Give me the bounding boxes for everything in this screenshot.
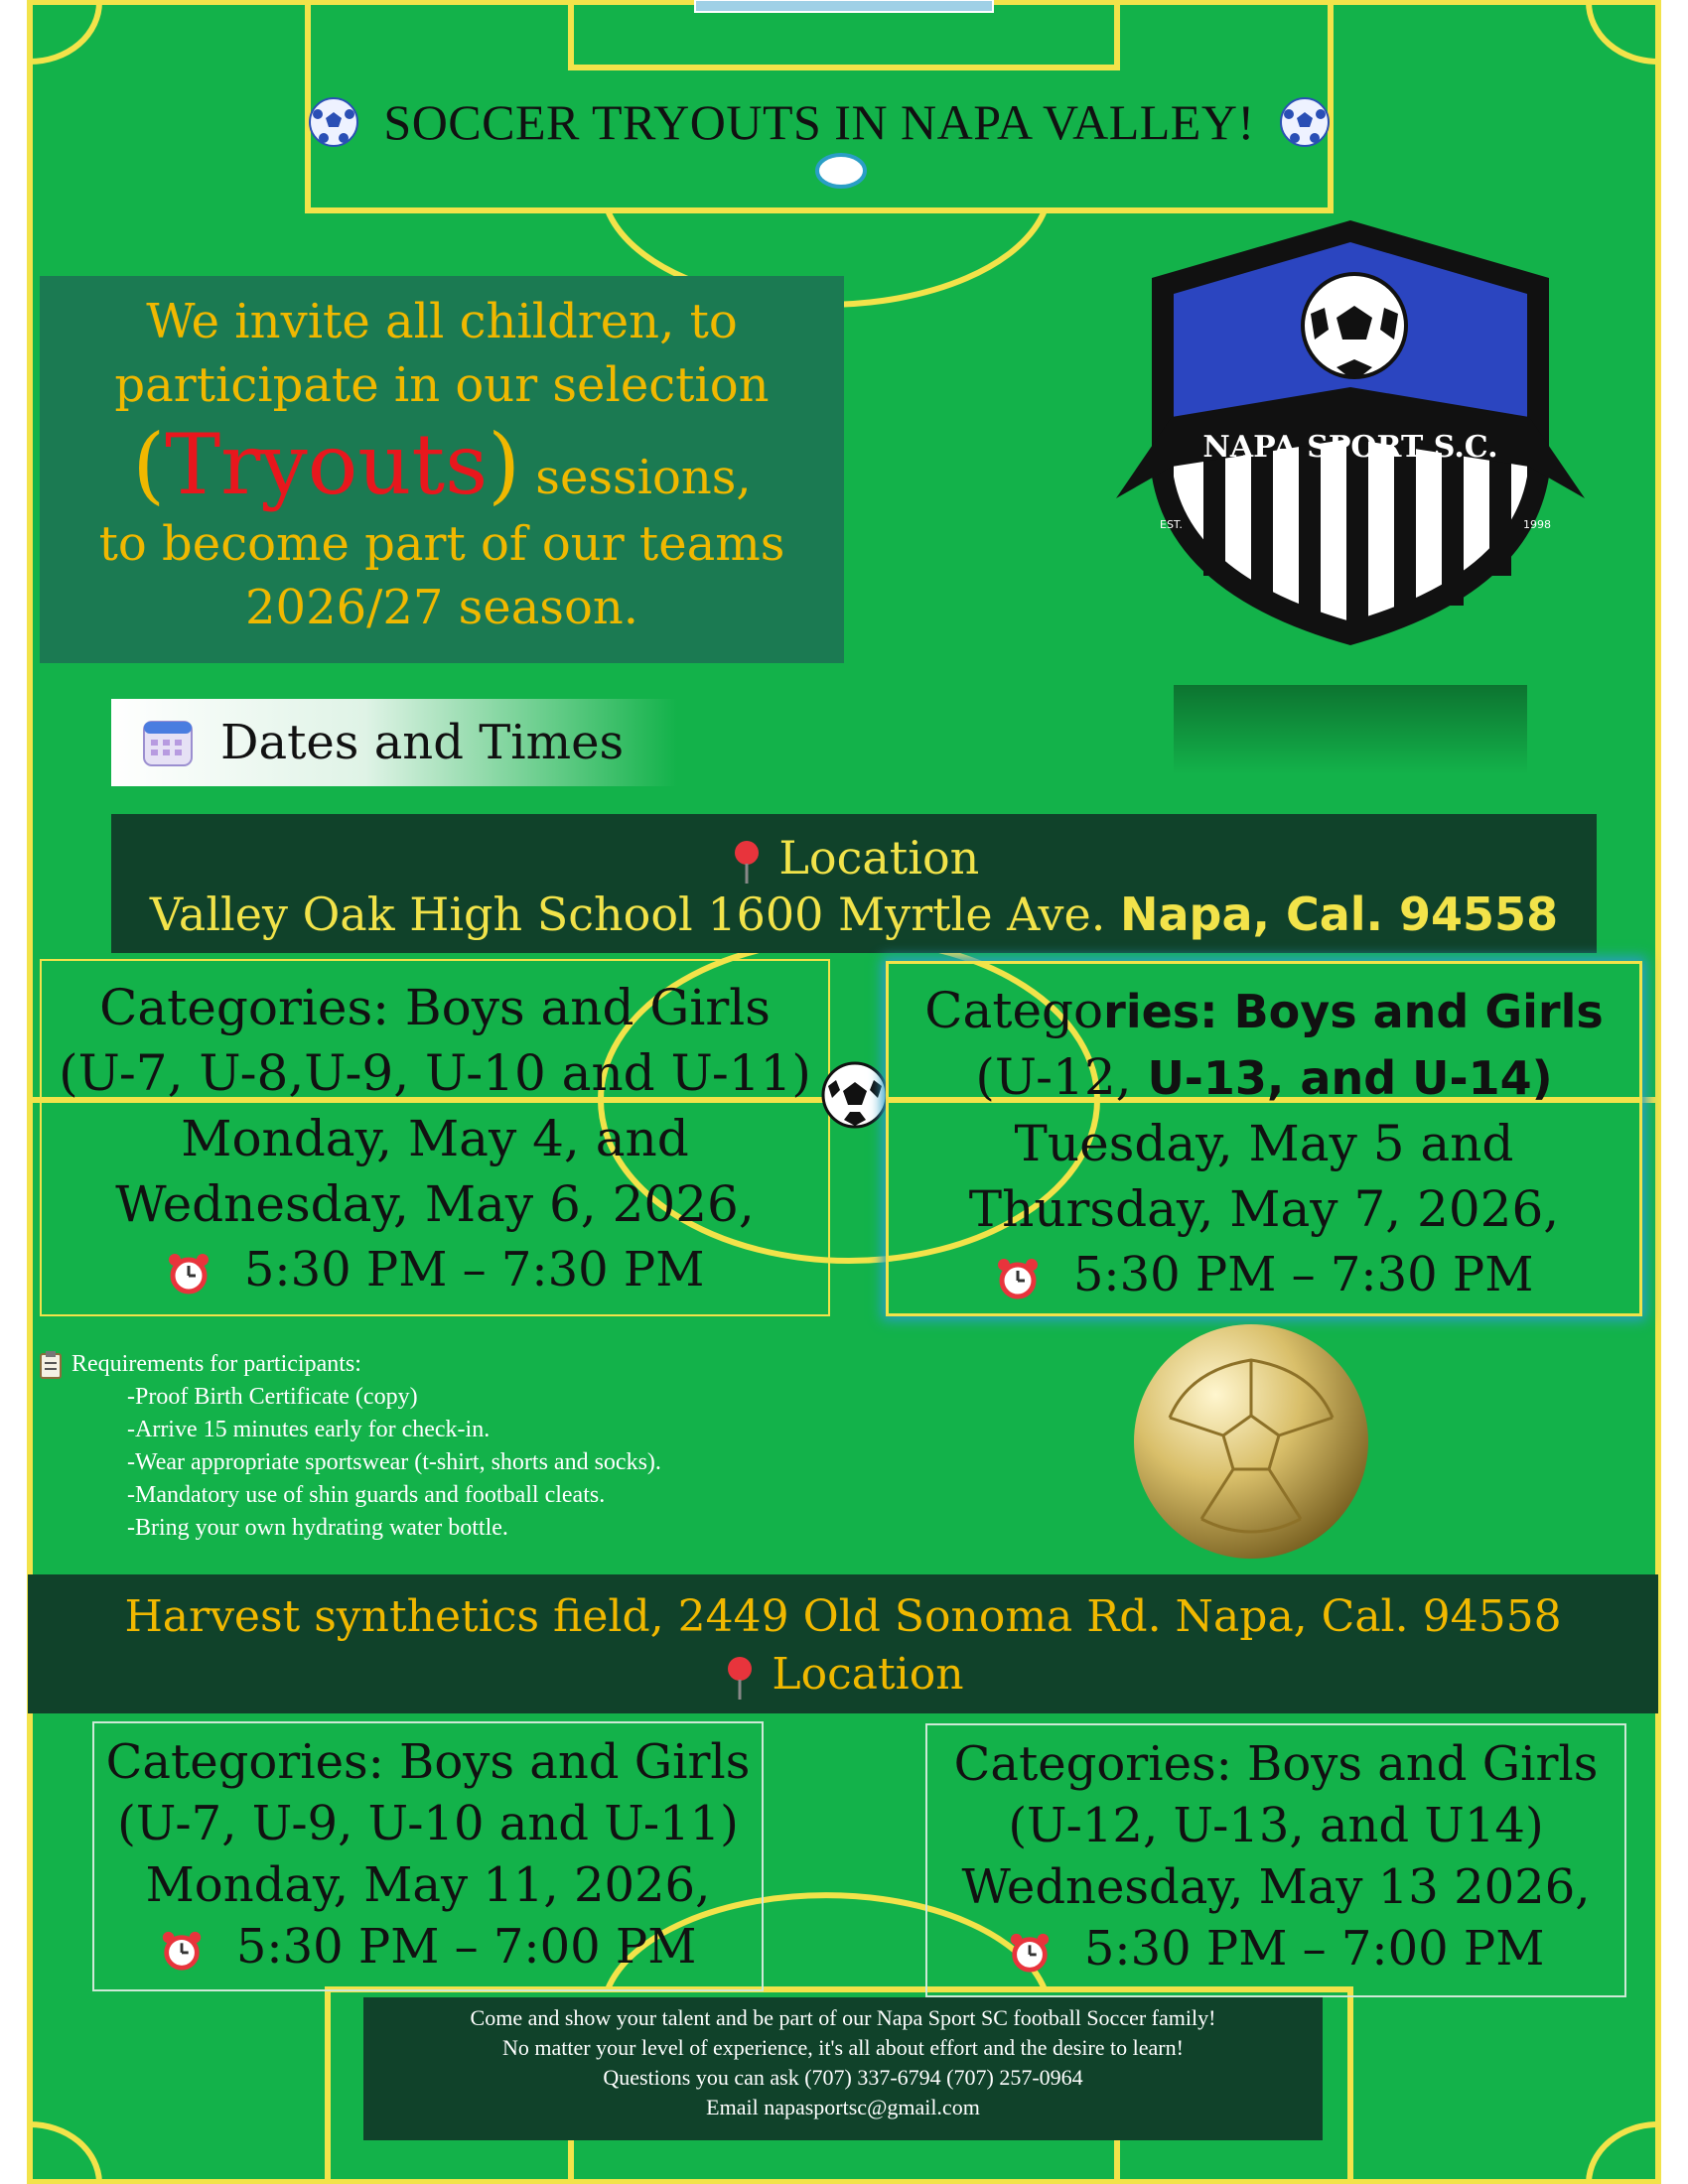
- categories-part-a: Catego: [924, 982, 1104, 1039]
- invite-line-3: [60, 417, 824, 512]
- location-label: Location: [778, 831, 980, 885]
- clipboard-icon: [40, 1351, 62, 1379]
- club-logo: [1112, 218, 1589, 794]
- location-bar-1: [111, 814, 1597, 953]
- session-time-row: [889, 1242, 1639, 1307]
- location-city: Napa, Cal. 94558: [1119, 887, 1559, 941]
- location-address-2: Harvest synthetics field, 2449 Old Sonoma Rd. Napa, Cal. 94558: [124, 1591, 1562, 1642]
- logo-text: NAPA SPORT S.C.: [1202, 430, 1498, 465]
- soccer-ball-icon: [308, 96, 359, 148]
- tryouts-word: Tryouts: [165, 416, 489, 513]
- session-date-2: Wednesday, May 6, 2026,: [115, 1175, 755, 1233]
- gold-soccer-ball-image: [1130, 1320, 1372, 1563]
- alarm-clock-icon: [1008, 1931, 1052, 1975]
- invite-line-4: to become part of our teams: [98, 516, 785, 572]
- alarm-clock-icon: [166, 1251, 211, 1297]
- footer-line-3: Questions you can ask (707) 337-6794 (707) 257-0964: [603, 2065, 1083, 2090]
- requirement-item: -Proof Birth Certificate (copy): [127, 1384, 418, 1410]
- location-label-row-2: [28, 1646, 1658, 1704]
- session-time: 5:30 PM – 7:30 PM: [243, 1242, 705, 1297]
- title-row: [268, 87, 1370, 157]
- session-date-2: Thursday, May 7, 2026,: [968, 1180, 1560, 1238]
- ages-part-b: U-13, and U-14): [1147, 1051, 1553, 1105]
- session-ages: (U-12, U-13, and U14): [1008, 1798, 1544, 1853]
- invite-line-2: participate in our selection: [114, 357, 770, 413]
- logo-est: EST.: [1160, 518, 1183, 531]
- session-date: Wednesday, May 13 2026,: [961, 1859, 1591, 1915]
- alarm-clock-icon: [995, 1256, 1041, 1301]
- requirements-heading-row: [40, 1348, 933, 1381]
- session-categories: Categories: Boys and Girls: [105, 1734, 751, 1790]
- location-label-2: Location: [772, 1649, 964, 1700]
- dates-heading-text: Dates and Times: [220, 715, 625, 770]
- sessions-word: sessions,: [520, 450, 752, 505]
- page-title: SOCCER TRYOUTS IN NAPA VALLEY!: [383, 94, 1255, 150]
- footer-line-1: Come and show your talent and be part of our Napa Sport SC football Soccer family!: [470, 2005, 1216, 2030]
- invitation-box: [40, 276, 844, 663]
- invite-line-1: We invite all children, to: [146, 294, 738, 349]
- alarm-clock-icon: [160, 1929, 204, 1973]
- session-ages: (U-7, U-8,U-9, U-10 and U-11): [59, 1044, 811, 1102]
- session-categories: Categories: Boys and Girls: [953, 1736, 1599, 1792]
- session-time: 5:30 PM – 7:00 PM: [235, 1919, 697, 1975]
- location-label-row: [111, 814, 1597, 886]
- session-time: 5:30 PM – 7:30 PM: [1072, 1247, 1534, 1302]
- soccer-ball-icon: [820, 1060, 890, 1130]
- location-address: Valley Oak High School 1600 Myrtle Ave.: [149, 887, 1120, 941]
- footer-email: Email napasportsc@gmail.com: [706, 2095, 980, 2119]
- requirements-heading: Requirements for participants:: [71, 1351, 361, 1377]
- session-box-3: [92, 1721, 764, 1991]
- session-date-1: Tuesday, May 5 and: [1014, 1115, 1514, 1172]
- requirement-item: -Bring your own hydrating water bottle.: [127, 1515, 508, 1541]
- session-box-4: [925, 1723, 1626, 1997]
- requirement-item: -Arrive 15 minutes early for check-in.: [127, 1417, 491, 1442]
- close-paren: ): [488, 416, 521, 513]
- session-ages: [889, 1044, 1639, 1111]
- invite-line-5: 2026/27 season.: [244, 580, 639, 635]
- session-time-row: [927, 1918, 1624, 1979]
- soccer-ball-icon: [1279, 96, 1331, 148]
- dates-and-times-heading: [111, 699, 677, 786]
- open-paren: (: [132, 416, 166, 513]
- categories-part-b: ries: Boys and Girls: [1103, 985, 1604, 1038]
- session-time: 5:30 PM – 7:00 PM: [1083, 1921, 1545, 1977]
- session-box-1: [40, 959, 830, 1316]
- requirement-item: -Mandatory use of shin guards and football cleats.: [127, 1482, 606, 1508]
- requirement-item: -Wear appropriate sportswear (t-shirt, shorts and socks).: [127, 1449, 661, 1475]
- pin-icon: [722, 1654, 758, 1702]
- requirements-list: [40, 1348, 933, 1545]
- pin-icon: [729, 838, 765, 886]
- session-time-row: [94, 1916, 762, 1978]
- session-box-2: [886, 961, 1642, 1316]
- session-categories: [889, 978, 1639, 1044]
- location-address-row: [111, 886, 1597, 943]
- session-date: Monday, May 11, 2026,: [145, 1857, 711, 1913]
- session-ages: (U-7, U-9, U-10 and U-11): [117, 1796, 739, 1851]
- session-time-row: [42, 1237, 828, 1302]
- footer-line-2: No matter your level of experience, it's all about effort and the desire to learn!: [502, 2035, 1184, 2060]
- session-categories: Categories: Boys and Girls: [99, 979, 771, 1036]
- location-bar-2: [28, 1574, 1658, 1713]
- footer-contact-box: [363, 1997, 1323, 2140]
- ages-part-a: (U-12,: [975, 1048, 1148, 1106]
- session-date-1: Monday, May 4, and: [181, 1110, 689, 1167]
- calendar-icon: [141, 716, 195, 769]
- logo-year: 1998: [1523, 518, 1551, 531]
